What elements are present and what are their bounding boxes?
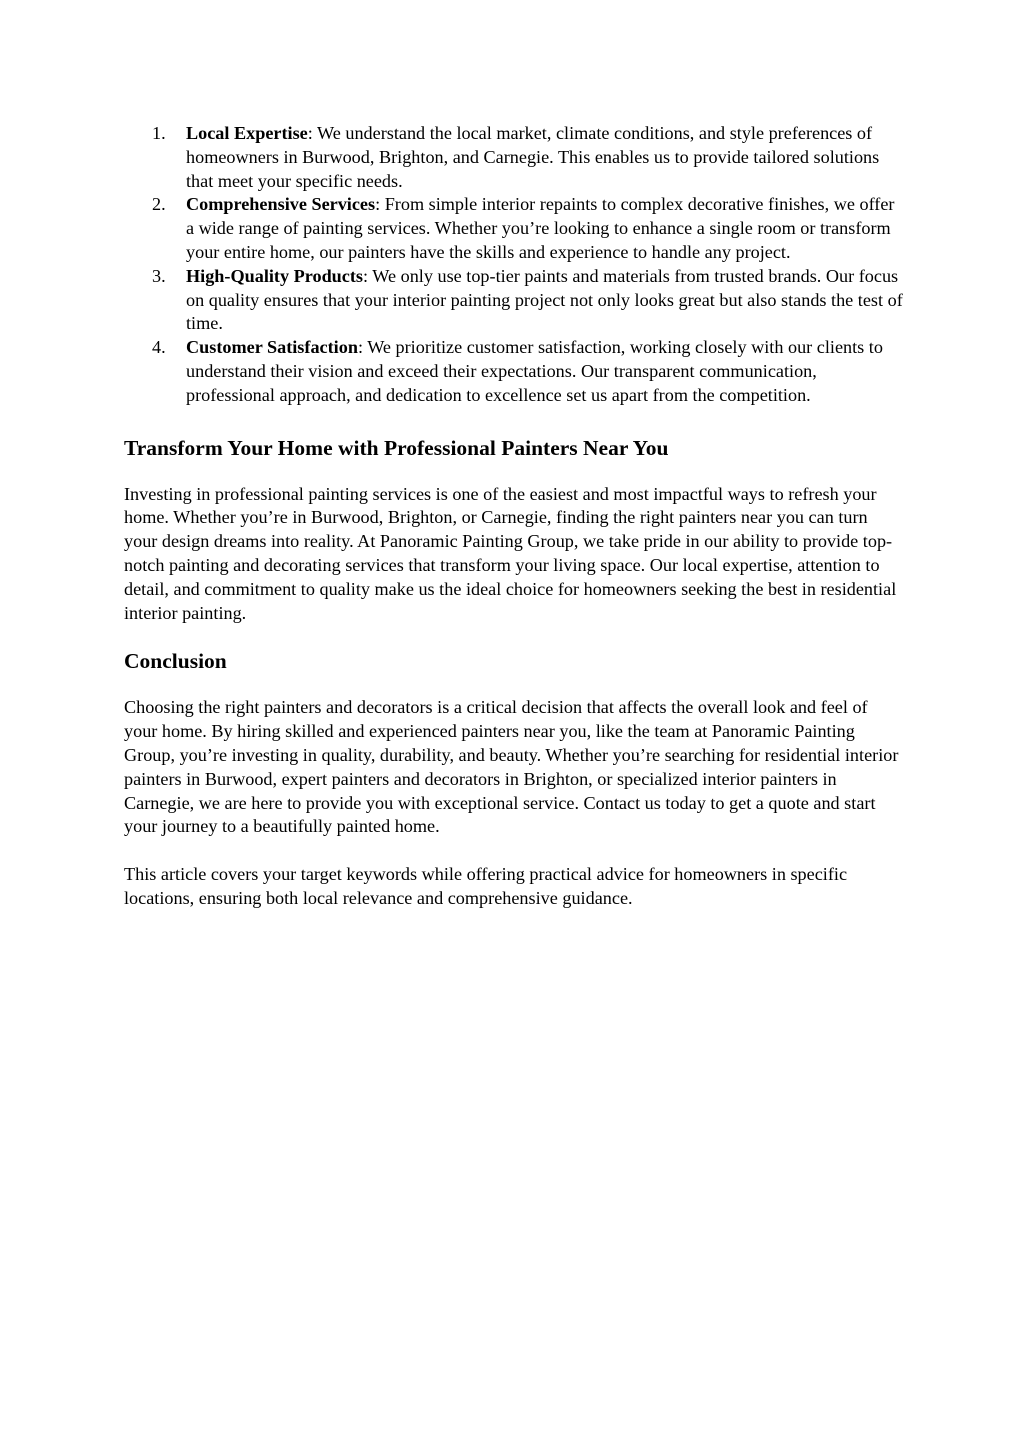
list-item [124, 193, 904, 264]
list-item-text: : We understand the local market, climate conditions, and style preferences of homeowners in Burwood, Brighton, and Carnegie. This enables us to provide tailored solutions that meet your specific needs. [186, 123, 880, 191]
list-item-number: 3. [152, 265, 166, 286]
list-item-text: : From simple interior repaints to complex decorative finishes, we offer a wide range of painting services. Whether you’re looking to enhance a single room or transform your entire home, our painters have the skills and experience to handle any project. [186, 194, 895, 262]
list-item-title: Comprehensive Services [186, 194, 376, 215]
list-item-number: 4. [152, 337, 166, 358]
list-item-number: 1. [152, 123, 166, 143]
list-item-number: 2. [152, 194, 166, 215]
conclusion-body: Choosing the right painters and decorators is a critical decision that affects the overall look and feel of your home. By hiring skilled and experienced painters near you, like the team at Panoramic Painting Group, you’re investing in quality, durability, and beauty. Whether you’re searching for residential interior painters in Burwood, expert painters and decorators in Brighton, or specialized interior painters in Carnegie, we are here to provide you with exceptional service. Contact us today to get a quote and start your journey to a beautifully painted home. [124, 697, 899, 837]
document-page [124, 122, 904, 911]
conclusion-heading: Conclusion [124, 649, 227, 674]
reasons-list [124, 122, 904, 408]
list-item-title: High-Quality Products [186, 265, 364, 286]
transform-section-body: Investing in professional painting services is one of the easiest and most impactful ways to refresh your home. Whether you’re in Burwood, Brighton, or Carnegie, finding the right painters near you can turn your design dreams into reality. At Panoramic Painting Group, we take pride in our ability to provide top-notch painting and decorating services that transform your living space. Our local expertise, attention to detail, and commitment to quality make us the ideal choice for homeowners seeking the best in residential interior painting. [124, 483, 897, 623]
list-item [124, 265, 904, 336]
list-item-title: Customer Satisfaction [186, 337, 358, 358]
list-item [124, 336, 904, 407]
list-item-title: Local Expertise [186, 123, 308, 143]
list-item [124, 122, 904, 193]
article-note: This article covers your target keywords while offering practical advice for homeowners in specific locations, ensuring both local relevance and comprehensive guidance. [124, 864, 848, 908]
list-item-text: : We only use top-tier paints and materials from trusted brands. Our focus on quality ensures that your interior painting project not only looks great but also stands the test of time. [186, 265, 903, 334]
list-item-text: : We prioritize customer satisfaction, working closely with our clients to understand their vision and exceed their expectations. Our transparent communication, professional approach, and dedication to excellence set us apart from the competition. [186, 337, 883, 405]
transform-section-heading: Transform Your Home with Professional Painters Near You [124, 435, 669, 460]
